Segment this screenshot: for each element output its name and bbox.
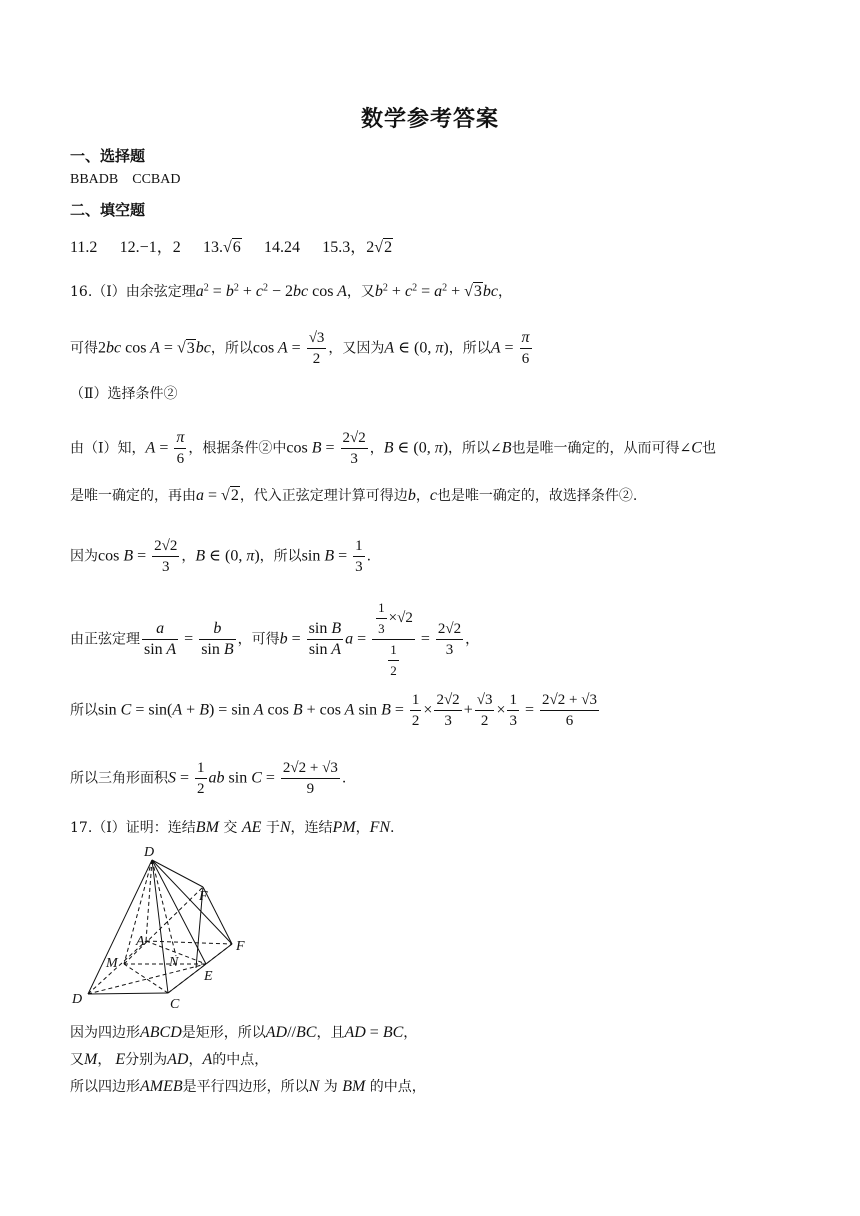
p16-line4: 由（Ⅰ）知，A = $\frac{\pi}{6}$ ，根据条件②中cos B = $\frac{2√2}{3}$ ，B ∈ (0, π)，所以∠B也是唯一确定的，从而可得∠C也 bbox=[70, 429, 716, 467]
section-heading-fill: 二、填空题 bbox=[70, 201, 146, 219]
fig-label-a: A bbox=[136, 934, 145, 949]
p16-line6: 因为cos B = $\frac{2√2}{3}$ ，B ∈ (0, π)，所以sin B = $\frac{1}{3}$ . bbox=[70, 538, 372, 575]
p17-line3: 又M， E分别为AD，A的中点， bbox=[70, 1051, 269, 1068]
fig-label-n: N bbox=[169, 955, 179, 970]
fill-answers: 11.2 12.−1，2 13.√6 14.24 15.3，2√2 bbox=[70, 239, 393, 256]
p16-line2: 可得2bc cos A = √3bc，所以cos A = $\frac{√3}{2}$ ，又因为A ∈ (0, π)，所以A = $\frac{\pi}{6}$ bbox=[70, 329, 530, 367]
p16-line5: 是唯一确定的，再由a = √2，代入正弦定理计算可得边b，c也是唯一确定的，故选择条件②. bbox=[70, 487, 638, 504]
choice-answers: BBADB CCBAD bbox=[70, 172, 181, 187]
p16-part2-heading: （Ⅱ）选择条件② bbox=[70, 386, 178, 402]
p16-line7: 由正弦定理 $\frac{a}{\text{sin A}}$ = $\frac{b}{\text{sin B}}$ ，可得b = $\frac{\text{sin B}}{\text{sin A}}$ a = $\frac{1}{3}$ ×√2 $\frac{1}{2}$ = $\frac{2√2}{3}$ ， bbox=[70, 600, 480, 678]
p17-line2: 因为四边形ABCD是矩形，所以AD//BC，且AD = BC， bbox=[70, 1024, 418, 1041]
geometry-figure bbox=[66, 840, 266, 1015]
fig-label-m: M bbox=[106, 956, 118, 971]
p16-line8: 所以sin C = sin(A + B) = sin A cos B + cos A sin B = $\frac{1}{2}$ × $\frac{2√2}{3}$ + $\frac{√3}{2}$ × $\frac{1}{3}$ = $\frac{2√2 + √3}{6}$ bbox=[70, 692, 597, 729]
fig-label-d-bottom: D bbox=[72, 992, 83, 1007]
fig-label-f1: F bbox=[199, 889, 208, 904]
fig-label-e: E bbox=[204, 969, 213, 984]
fig-label-c: C bbox=[170, 997, 180, 1012]
p16-line1: 16.（Ⅰ）由余弦定理$a^2 = b^2 + c^2 - 2bc$ cos A，又$b^2 + c^2 = a^2 + √3bc$， bbox=[70, 282, 513, 300]
fig-label-d-top: D bbox=[144, 845, 155, 860]
p17-line4: 所以四边形AMEB是平行四边形，所以N 为 BM 的中点， bbox=[70, 1078, 426, 1095]
fig-label-f2: F bbox=[236, 939, 245, 954]
page-title: 数学参考答案 bbox=[360, 106, 499, 132]
p16-line9: 所以三角形面积S = $\frac{1}{2}$ ab sin C = $\frac{2√2 + √3}{9}$ . bbox=[70, 760, 347, 797]
section-heading-choice: 一、选择题 bbox=[70, 147, 146, 165]
p17-line1: 17.（Ⅰ）证明：连结BM 交 AE 于N，连结PM，FN. bbox=[70, 819, 395, 836]
